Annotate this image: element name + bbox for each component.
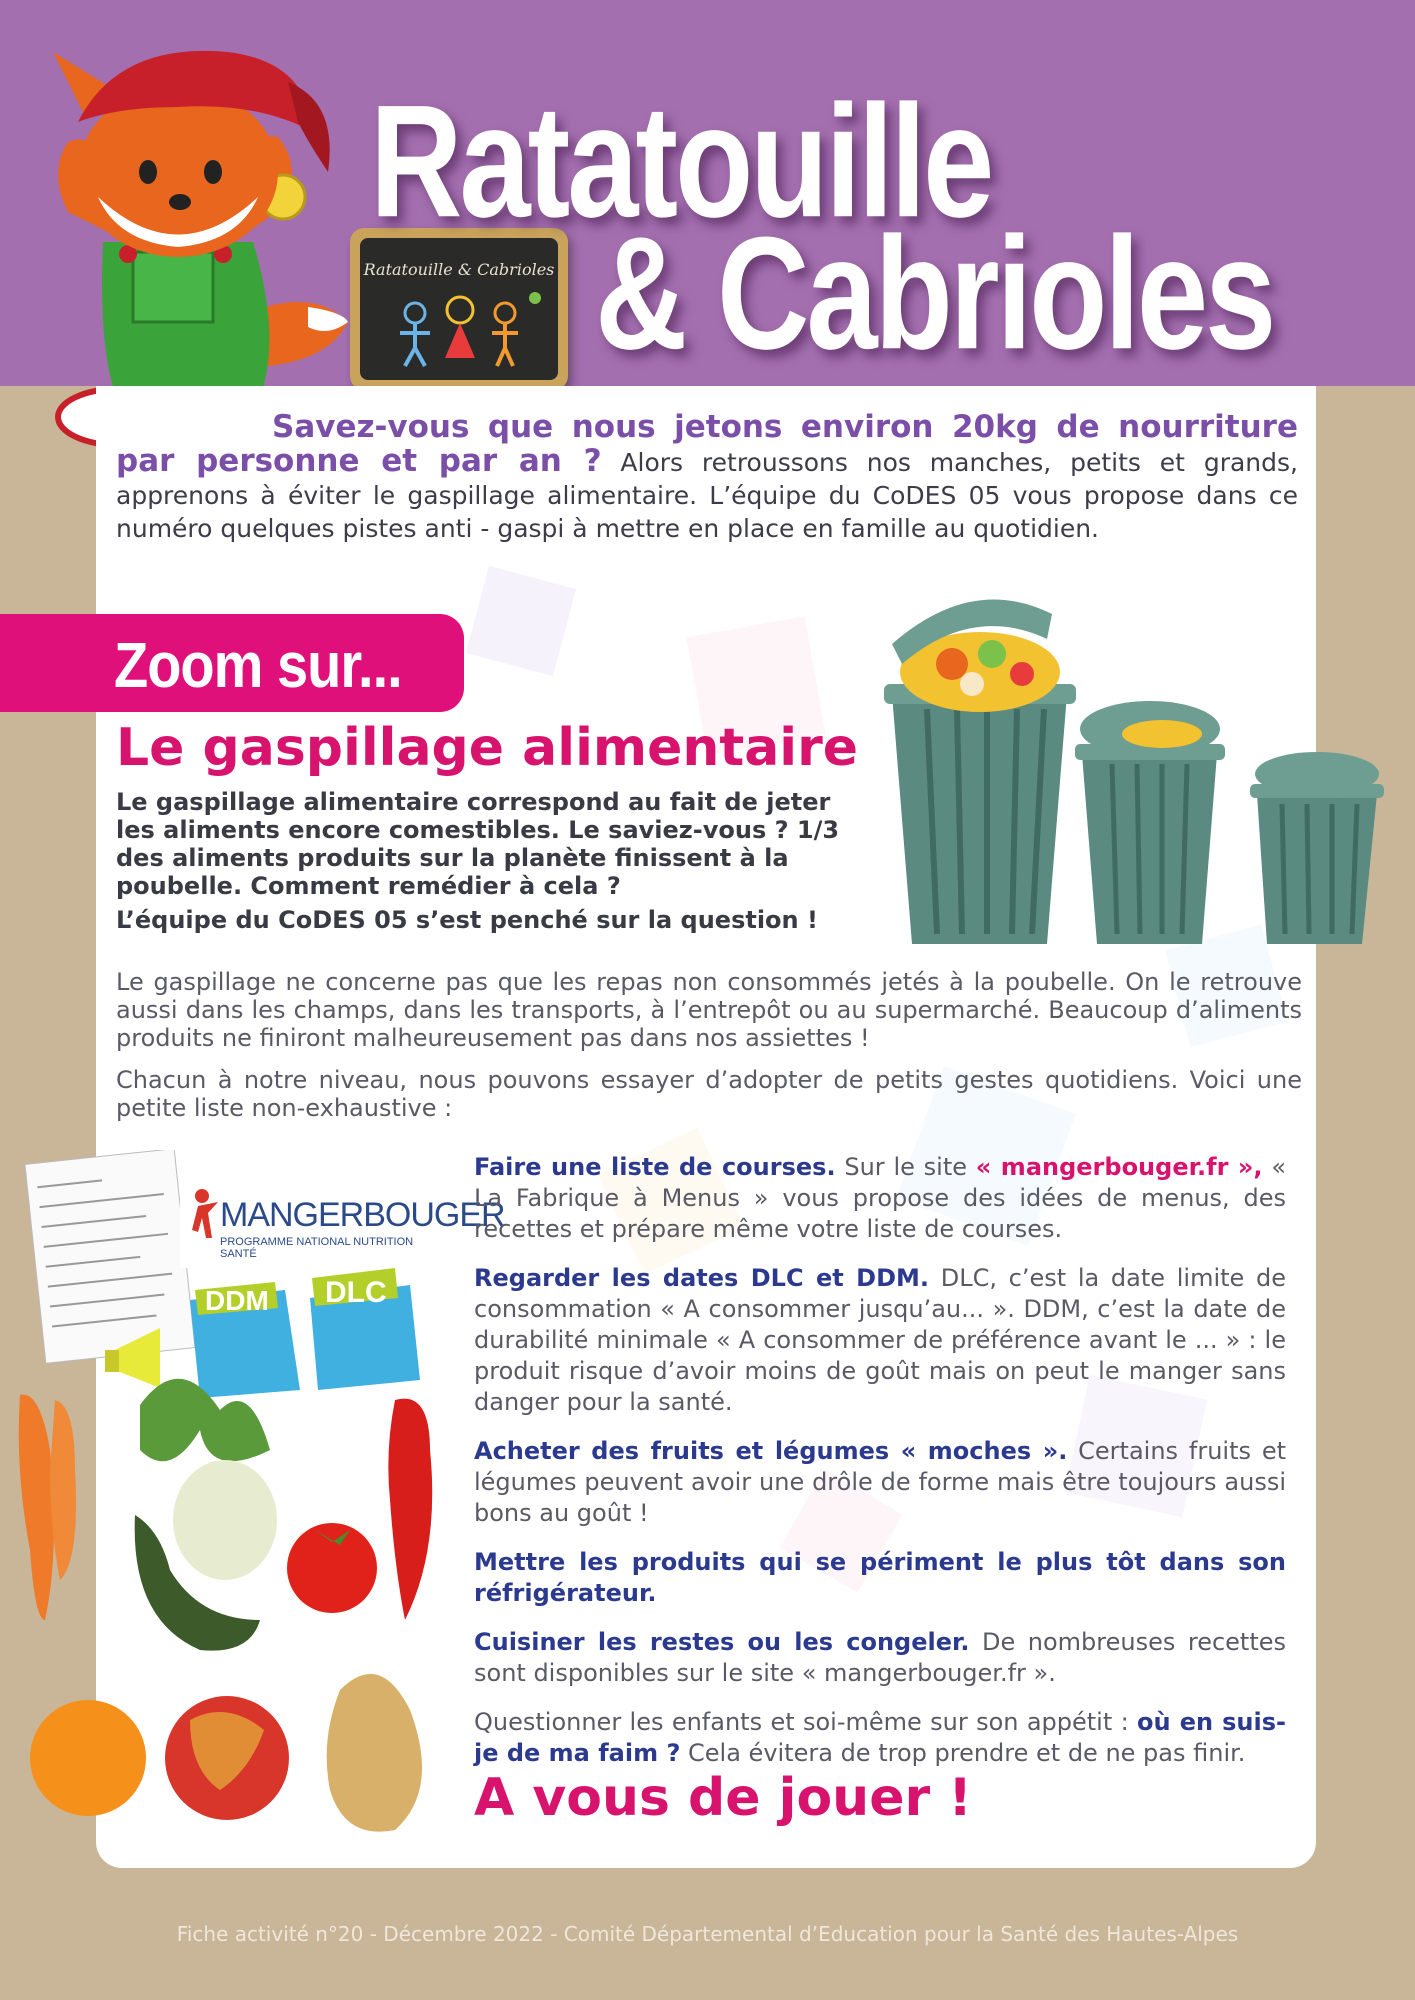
mangerbouger-logo-text: MANGERBOUGER (220, 1196, 505, 1234)
footer: Fiche activité n°20 - Décembre 2022 - Comité Départemental d’Education pour la Santé des Hautes-Alpes (176, 1922, 1239, 1946)
tip-6-title: où en suis-je de ma faim ? (474, 1708, 1286, 1767)
tip-5 (474, 1627, 1286, 1689)
tip-6 (474, 1707, 1286, 1769)
tip-5-text: De nombreuses recettes sont disponibles sur le site « mangerbouger.fr ». (474, 1628, 1287, 1687)
tip-2 (474, 1263, 1286, 1418)
tip-1-text: « La Fabrique à Menus » vous propose des idées de menus, des recettes et prépare même votre liste de courses. (474, 1153, 1287, 1243)
body-text (116, 968, 1302, 1136)
lead-text-2: L’équipe du CoDES 05 s’est penché sur la question ! (116, 906, 818, 934)
mangerbouger-link[interactable]: « mangerbouger.fr », (975, 1153, 1263, 1181)
dlc-tag: DLC (325, 1276, 387, 1309)
page-title-line-1: Ratatouille (370, 72, 992, 252)
tip-1-pre: Sur le site (835, 1153, 976, 1181)
section-title: Le gaspillage alimentaire (116, 718, 859, 778)
closing-headline: A vous de jouer ! (474, 1768, 972, 1828)
intro-paragraph (116, 411, 1298, 545)
trash-bins-illustration (872, 584, 1392, 952)
tip-4 (474, 1547, 1286, 1609)
tip-1 (474, 1152, 1286, 1245)
body-paragraph-2: Chacun à notre niveau, nous pouvons essayer d’adopter de petits gestes quotidiens. Voici une petite liste non-exhaustive : (116, 1066, 1302, 1122)
lead-paragraph (116, 788, 876, 940)
tip-1-title: Faire une liste de courses. (474, 1153, 836, 1181)
mangerbouger-logo-subtitle: PROGRAMME NATIONAL NUTRITION SANTÉ (220, 1236, 414, 1260)
tip-6-pre: Questionner les enfants et soi-même sur son appétit : (474, 1708, 1138, 1736)
ddm-tag: DDM (205, 1285, 269, 1316)
chalkboard-logo-title: Ratatouille & Cabrioles (363, 260, 555, 279)
children-drawing-illustration (360, 238, 558, 380)
tip-2-text: DLC, c’est la date limite de consommation « A consommer jusqu’au... ». DDM, c’est la date de durabilité minimale « A consommer de préférence avant le ... » : le produit risque d’avoir moins de goût mais on peut le manger sans danger pour la santé. (474, 1264, 1286, 1416)
tip-5-title: Cuisiner les restes ou les congeler. (474, 1628, 970, 1656)
intro-question: Savez-vous que nous jetons environ 20kg de nourriture par personne et par an ? (116, 409, 1298, 479)
tip-3-text: Certains fruits et légumes peuvent avoir une drôle de forme mais être toujours aussi bons au goût ! (474, 1437, 1286, 1527)
tip-6-text: Cela évitera de trop prendre et de ne pas finir. (680, 1739, 1246, 1767)
tip-3 (474, 1436, 1286, 1529)
page-title-line-2: & Cabrioles (595, 204, 1274, 384)
tip-3-title: Acheter des fruits et légumes « moches ». (474, 1437, 1068, 1465)
tip-2-title: Regarder les dates DLC et DDM. (474, 1264, 930, 1292)
zoom-label: Zoom sur... (114, 628, 402, 701)
body-paragraph-1: Le gaspillage ne concerne pas que les repas non consommés jetés à la poubelle. On le retrouve aussi dans les champs, dans les transports, à l’entrepôt ou au supermarché. Beaucoup d’aliments produits ne finiront malheureusement pas dans nos assiettes ! (116, 968, 1302, 1052)
tips-list (474, 1152, 1286, 1787)
intro-text: Alors retroussons nos manches, petits et grands, apprenons à éviter le gaspillage alimentaire. L’équipe du CoDES 05 vous propose dans ce numéro quelques pistes anti - gaspi à mettre en place en famille au quotidien. (116, 448, 1298, 543)
lead-text-1: Le gaspillage alimentaire correspond au fait de jeter les aliments encore comestibles. Le saviez-vous ? 1/3 des aliments produits sur la planète finissent à la poubelle. Comment remédier à cela ? (116, 788, 840, 900)
mangerbouger-logo (180, 1168, 505, 1268)
tip-4-title: Mettre les produits qui se périment le plus tôt dans son réfrigérateur. (474, 1548, 1286, 1607)
